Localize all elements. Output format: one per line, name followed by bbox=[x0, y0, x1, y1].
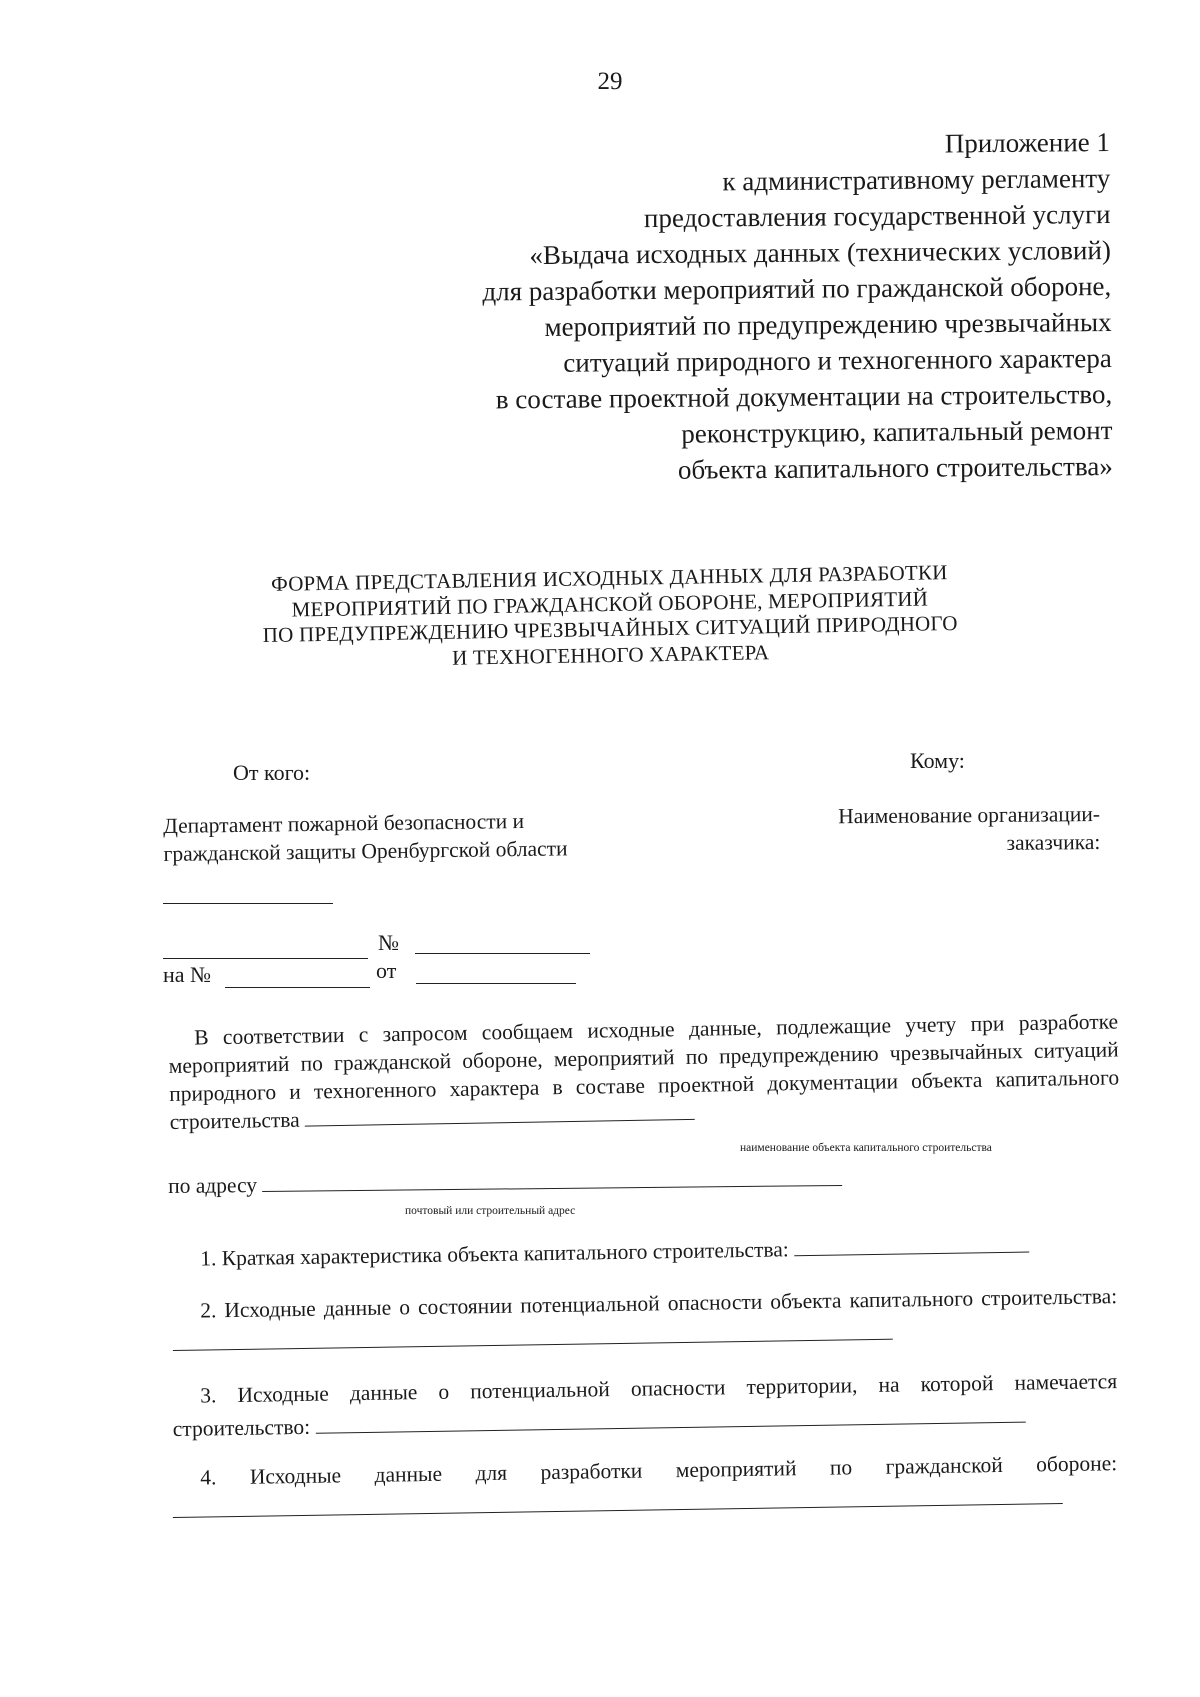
item-4 bbox=[172, 1447, 1118, 1528]
item-text: 3. Исходные данные о потенциальной опасности территории, на которой намечается строительство: bbox=[172, 1369, 1118, 1441]
address-label: по адресу bbox=[168, 1173, 258, 1198]
appendix-line: в составе проектной документации на строительство, bbox=[495, 378, 1113, 415]
outgoing-date-field[interactable] bbox=[163, 958, 368, 959]
recipient-organization bbox=[838, 800, 1100, 858]
appendix-line: Приложение 1 bbox=[944, 126, 1111, 159]
appendix-line: «Выдача исходных данных (технических условий) bbox=[529, 234, 1112, 271]
outgoing-number-field[interactable] bbox=[415, 953, 590, 954]
form-title bbox=[219, 559, 1001, 675]
item-2 bbox=[172, 1280, 1118, 1361]
incoming-date-label: от bbox=[376, 958, 397, 983]
address-row bbox=[168, 1167, 843, 1199]
address-field[interactable] bbox=[262, 1167, 842, 1192]
form-title-line: МЕРОПРИЯТИЙ ПО ГРАЖДАНСКОЙ ОБОРОНЕ, МЕРОПРИЯТИЙ bbox=[291, 585, 929, 622]
appendix-line: ситуаций природного и техногенного характера bbox=[563, 342, 1113, 378]
incoming-date-field[interactable] bbox=[416, 983, 576, 984]
outgoing-number-sign: № bbox=[378, 930, 399, 955]
appendix-line: объекта капитального строительства» bbox=[677, 450, 1114, 485]
incoming-number-label: на № bbox=[163, 962, 212, 987]
item-text: 2. Исходные данные о состоянии потенциальной опасности объекта капитального строительства: bbox=[200, 1284, 1118, 1323]
recipient-org-line: Наименование организации- bbox=[838, 801, 1101, 829]
sender-org-line: Департамент пожарной безопасности и bbox=[163, 808, 525, 838]
appendix-line: для разработки мероприятий по гражданской обороне, bbox=[482, 270, 1112, 307]
body-text: В соответствии с запросом сообщаем исходные данные, подлежащие учету при разработке мероприятий по гражданской обороне, мероприятий по предупреждению чрезвычайных ситуаций природного и техногенного характера в составе проектной документации объекта капитального строительства bbox=[168, 1009, 1120, 1134]
item-3 bbox=[172, 1365, 1118, 1446]
incoming-number-field[interactable] bbox=[225, 987, 370, 988]
appendix-line: предоставления государственной услуги bbox=[644, 198, 1111, 234]
appendix-header bbox=[481, 124, 1113, 489]
page-number: 29 bbox=[597, 68, 623, 95]
address-caption: почтовый или строительный адрес bbox=[405, 1205, 576, 1217]
object-name-field[interactable] bbox=[305, 1101, 695, 1127]
appendix-line: реконструкцию, капитальный ремонт bbox=[681, 414, 1113, 449]
item-text: 4. Исходные данные для разработки мероприятий по гражданской обороне: bbox=[200, 1451, 1118, 1490]
item-text: 1. Краткая характеристика объекта капитального строительства: bbox=[200, 1237, 789, 1271]
to-label: Кому: bbox=[910, 748, 965, 773]
form-title-line: И ТЕХНОГЕННОГО ХАРАКТЕРА bbox=[451, 639, 770, 670]
sender-organization bbox=[163, 806, 568, 868]
form-title-line: ФОРМА ПРЕДСТАВЛЕНИЯ ИСХОДНЫХ ДАННЫХ ДЛЯ РАЗРАБОТКИ bbox=[270, 560, 948, 596]
signature-line[interactable] bbox=[163, 903, 333, 904]
body-paragraph bbox=[168, 1007, 1120, 1136]
item-2-field[interactable] bbox=[173, 1321, 893, 1351]
appendix-line: к административному регламенту bbox=[722, 162, 1111, 197]
sender-org-line: гражданской защиты Оренбургской области bbox=[163, 836, 568, 866]
item-3-field[interactable] bbox=[315, 1404, 1025, 1434]
item-1-field[interactable] bbox=[794, 1234, 1029, 1257]
form-title-line: ПО ПРЕДУПРЕЖДЕНИЮ ЧРЕЗВЫЧАЙНЫХ СИТУАЦИЙ ПРИРОДНОГО bbox=[262, 610, 958, 648]
item-1 bbox=[172, 1228, 1117, 1276]
from-label: От кого: bbox=[233, 760, 311, 785]
recipient-org-line: заказчика: bbox=[1006, 829, 1101, 855]
appendix-line: мероприятий по предупреждению чрезвычайных bbox=[544, 306, 1112, 342]
item-4-field[interactable] bbox=[173, 1485, 1063, 1518]
object-name-caption: наименование объекта капитального строительства bbox=[740, 1142, 992, 1154]
